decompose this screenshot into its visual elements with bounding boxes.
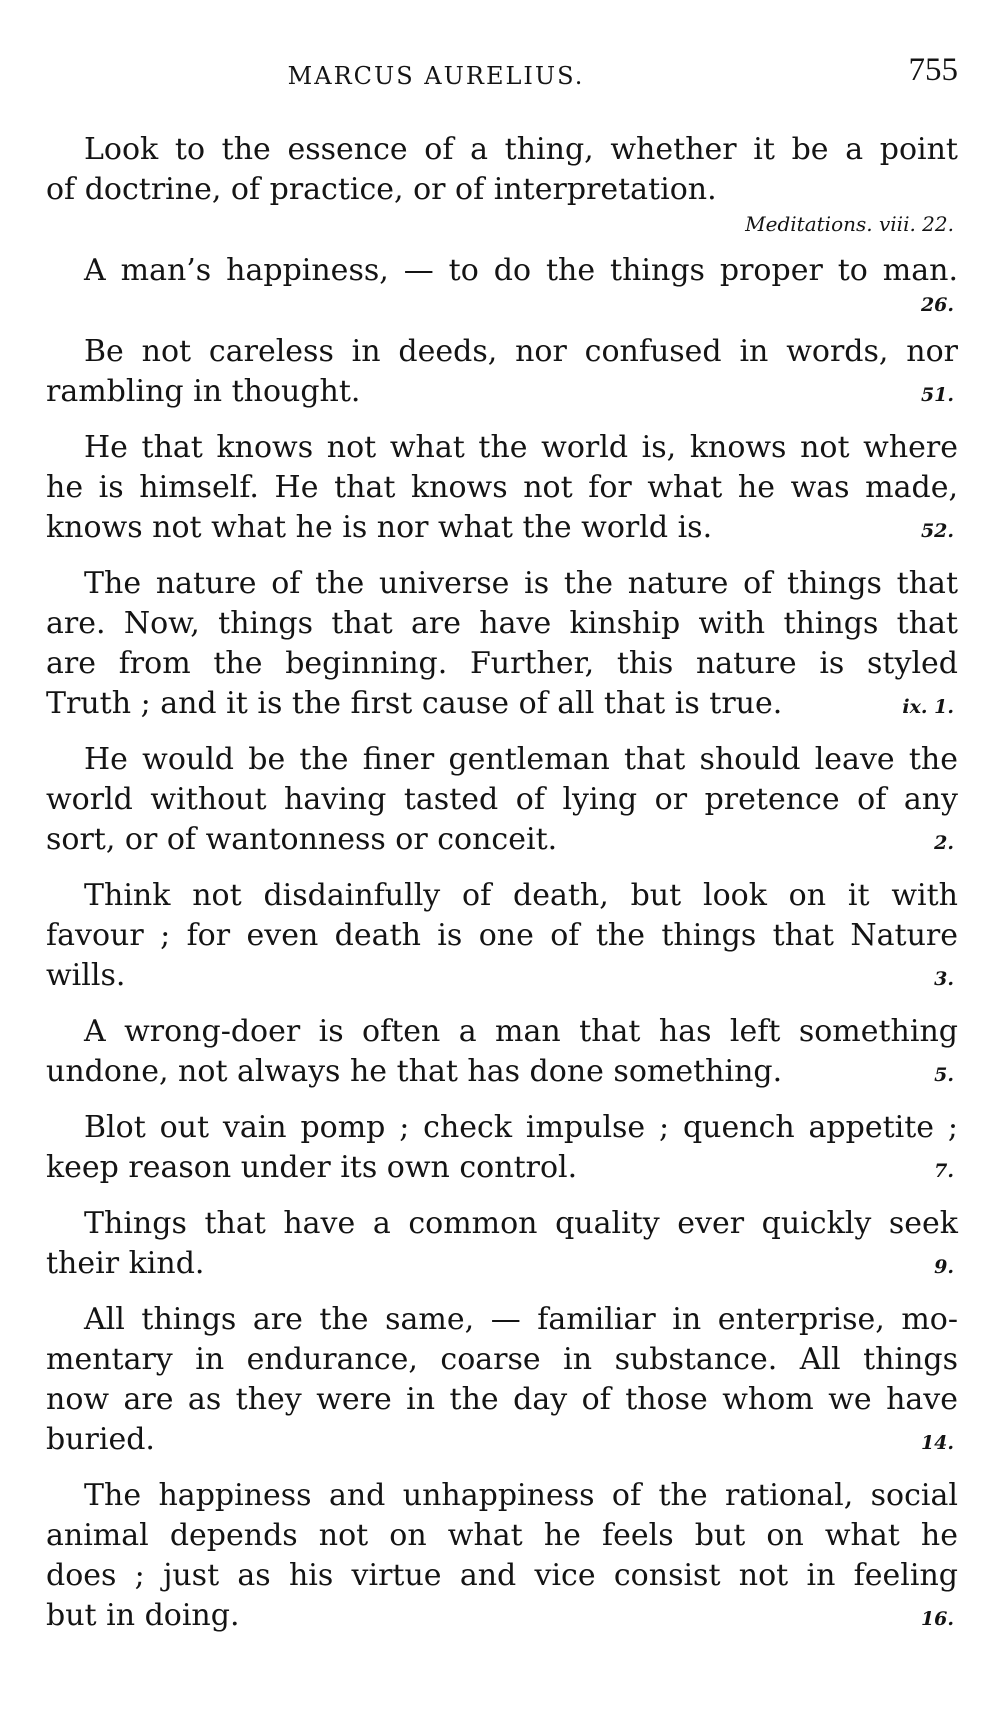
quotation-list bbox=[46, 130, 958, 1652]
source-reference: 52. bbox=[920, 520, 954, 542]
quotation-line: favour ; for even death is one of the things that Nature bbox=[46, 918, 958, 953]
quotation-line: A man’s happiness, — to do the things proper to man. bbox=[84, 253, 958, 288]
quotation-line: Think not disdainfully of death, but look on it with bbox=[84, 878, 958, 913]
quotation-entry bbox=[46, 564, 958, 727]
quotation-line: He would be the finer gentleman that should leave the bbox=[84, 742, 958, 777]
quotation-line: animal depends not on what he feels but on what he bbox=[46, 1518, 958, 1553]
quotation-line: but in doing. bbox=[46, 1598, 240, 1633]
source-reference: 16. bbox=[920, 1608, 954, 1630]
quotation-entry bbox=[46, 740, 958, 863]
quotation-line: A wrong-doer is often a man that has left something bbox=[84, 1014, 958, 1049]
quotation-line: All things are the same, — familiar in enterprise, mo- bbox=[84, 1302, 958, 1337]
quotation-line: He that knows not what the world is, knows not where bbox=[84, 430, 958, 465]
page-number: 755 bbox=[908, 52, 958, 88]
quotation-line: does ; just as his virtue and vice consist not in feeling bbox=[46, 1558, 958, 1593]
quotation-line: mentary in endurance, coarse in substance. All things bbox=[46, 1342, 958, 1377]
source-reference: 51. bbox=[920, 384, 954, 406]
quotation-last-line bbox=[46, 684, 958, 727]
quotation-entry bbox=[46, 1108, 958, 1191]
quotation-line: knows not what he is nor what the world is. bbox=[46, 510, 713, 545]
source-reference: 14. bbox=[920, 1432, 954, 1454]
quotation-line: of doctrine, of practice, or of interpretation. bbox=[46, 172, 717, 207]
quotation-line: undone, not always he that has done something. bbox=[46, 1054, 783, 1089]
quotation-line: rambling in thought. bbox=[46, 374, 361, 409]
quotation-last-line bbox=[46, 372, 958, 415]
quotation-last-line bbox=[46, 508, 958, 551]
source-reference: 9. bbox=[934, 1256, 954, 1278]
source-reference: 26. bbox=[920, 294, 954, 316]
quotation-line: now are as they were in the day of those whom we have bbox=[46, 1382, 958, 1417]
quotation-last-line bbox=[46, 1052, 958, 1095]
quotation-entry bbox=[46, 1300, 958, 1463]
book-page bbox=[46, 0, 958, 1717]
running-title: MARCUS AURELIUS. bbox=[287, 62, 585, 90]
quotation-last-line bbox=[46, 820, 958, 863]
quotation-line: sort, or of wantonness or conceit. bbox=[46, 822, 558, 857]
quotation-last-line bbox=[46, 1420, 958, 1463]
quotation-line: Blot out vain pomp ; check impulse ; quench appetite ; bbox=[84, 1110, 958, 1145]
quotation-last-line bbox=[46, 1148, 958, 1191]
source-reference: ix. 1. bbox=[902, 696, 954, 718]
quotation-line: Be not careless in deeds, nor confused in words, nor bbox=[84, 334, 958, 369]
quotation-last-line bbox=[46, 1596, 958, 1639]
quotation-line: Things that have a common quality ever quickly seek bbox=[84, 1206, 958, 1241]
source-reference: 5. bbox=[934, 1064, 954, 1086]
quotation-entry bbox=[46, 130, 958, 238]
source-reference: 3. bbox=[934, 968, 954, 990]
quotation-entry bbox=[46, 251, 958, 319]
source-reference: Meditations. viii. 22. bbox=[745, 212, 954, 236]
quotation-last-line bbox=[46, 1244, 958, 1287]
quotation-entry bbox=[46, 332, 958, 415]
quotation-last-line bbox=[46, 956, 958, 999]
quotation-line: buried. bbox=[46, 1422, 155, 1457]
running-head bbox=[46, 52, 958, 96]
quotation-line: Truth ; and it is the first cause of all that is true. bbox=[46, 686, 783, 721]
quotation-line: The happiness and unhappiness of the rational, social bbox=[84, 1478, 958, 1513]
quotation-entry bbox=[46, 1204, 958, 1287]
quotation-line: are from the beginning. Further, this nature is styled bbox=[46, 646, 958, 681]
quotation-line: Look to the essence of a thing, whether it be a point bbox=[84, 132, 958, 167]
quotation-line: world without having tasted of lying or pretence of any bbox=[46, 782, 958, 817]
quotation-entry bbox=[46, 876, 958, 999]
quotation-line: he is himself. He that knows not for what he was made, bbox=[46, 470, 958, 505]
quotation-line: wills. bbox=[46, 958, 126, 993]
quotation-line: The nature of the universe is the nature of things that bbox=[84, 566, 958, 601]
quotation-entry bbox=[46, 1012, 958, 1095]
source-reference: 2. bbox=[934, 832, 954, 854]
quotation-entry bbox=[46, 1476, 958, 1639]
quotation-line: are. Now, things that are have kinship with things that bbox=[46, 606, 958, 641]
quotation-line: keep reason under its own control. bbox=[46, 1150, 578, 1185]
quotation-line: their kind. bbox=[46, 1246, 205, 1281]
source-reference: 7. bbox=[934, 1160, 954, 1182]
quotation-entry bbox=[46, 428, 958, 551]
